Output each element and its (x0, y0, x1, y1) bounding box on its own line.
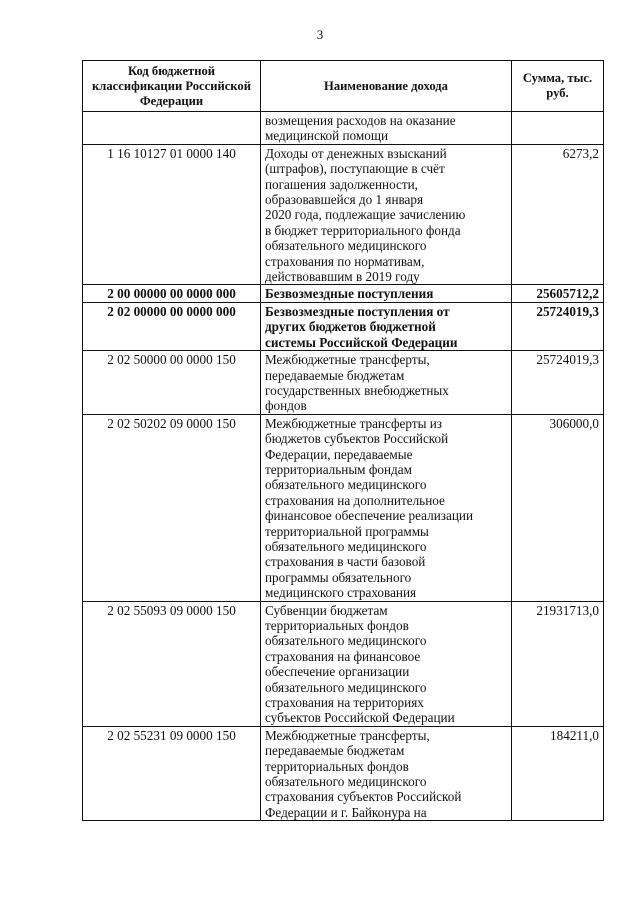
row-name (261, 285, 512, 302)
row-name (261, 351, 512, 415)
row-sum (512, 112, 604, 145)
row-name (261, 112, 512, 145)
table-row (83, 144, 604, 285)
row-name-line: финансовое обеспечение реализации (265, 508, 474, 524)
row-name (261, 302, 512, 350)
row-code: 2 02 50202 09 0000 150 (83, 414, 261, 601)
row-name-line: страхования по нормативам, (265, 253, 425, 269)
row-name-line: страхования на территориях (265, 695, 424, 711)
row-name-line: страхования на дополнительное (265, 492, 445, 508)
row-code: 2 02 55231 09 0000 150 (83, 726, 261, 820)
row-name-line: территориальной программы (265, 523, 429, 539)
row-name-line: страхования на финансовое (265, 648, 421, 664)
row-name-line: Безвозмездные поступления от (265, 303, 450, 319)
row-name-line: обязательного медицинского (265, 477, 427, 493)
row-name-line: обязательного медицинского (265, 679, 427, 695)
row-name-line: обязательного медицинского (265, 633, 427, 649)
row-name-line: территориальных фондов (265, 758, 409, 774)
row-name-line: других бюджетов бюджетной (265, 319, 436, 335)
row-name-line: фондов (265, 398, 307, 414)
row-name-line: погашения задолженности, (265, 176, 418, 192)
row-name-line: Субвенции бюджетам (265, 602, 388, 618)
table-header-row (83, 61, 604, 112)
row-name-line: Межбюджетные трансферты, (265, 727, 430, 743)
row-code: 2 02 00000 00 0000 000 (83, 302, 261, 350)
row-code: 2 00 00000 00 0000 000 (83, 285, 261, 302)
row-name (261, 144, 512, 285)
budget-revenue-table (82, 60, 604, 821)
row-name-line: обязательного медицинского (265, 538, 427, 554)
row-name-line: Федерации и г. Байконура на (265, 804, 427, 820)
table-row (83, 285, 604, 302)
row-name-line: территориальных фондов (265, 618, 409, 633)
row-sum: 25724019,3 (512, 302, 604, 350)
row-name-line: территориальным фондам (265, 461, 412, 477)
table-body (83, 112, 604, 821)
row-name-line: программы обязательного (265, 569, 412, 585)
row-name (261, 414, 512, 601)
table-row (83, 351, 604, 415)
row-sum: 6273,2 (512, 144, 604, 285)
row-code: 2 02 50000 00 0000 150 (83, 351, 261, 415)
row-name-line: 2020 года, подлежащие зачислению (265, 207, 466, 223)
row-name-line: Безвозмездные поступления (265, 286, 434, 302)
row-name-line: субъектов Российской Федерации (265, 710, 455, 726)
row-name-line: передаваемые бюджетам (265, 743, 405, 759)
row-sum: 184211,0 (512, 726, 604, 820)
table-row (83, 112, 604, 145)
row-name-line: медицинской помощи (265, 128, 389, 144)
row-name (261, 601, 512, 726)
row-name-line: в бюджет территориального фонда (265, 222, 461, 238)
row-name-line: Доходы от денежных взысканий (265, 145, 447, 161)
header-sum: Сумма, тыс. руб. (512, 61, 604, 112)
row-name-line: действовавшим в 2019 году (265, 269, 420, 285)
row-sum: 25605712,2 (512, 285, 604, 302)
row-name-line: (штрафов), поступающие в счёт (265, 161, 445, 177)
row-name-line: возмещения расходов на оказание (265, 113, 456, 128)
page-number: 3 (316, 27, 324, 42)
table-row (83, 601, 604, 726)
row-name-line: государственных внебюджетных (265, 382, 449, 398)
row-code: 1 16 10127 01 0000 140 (83, 144, 261, 285)
row-name-line: страхования в части базовой (265, 554, 426, 570)
row-code (83, 112, 261, 145)
row-name-line: Федерации, передаваемые (265, 446, 413, 462)
row-name (261, 726, 512, 820)
row-name-line: бюджетов субъектов Российской (265, 431, 449, 447)
row-name-line: Межбюджетные трансферты, (265, 352, 430, 368)
row-name-line: образовавшейся до 1 января (265, 192, 424, 208)
header-code: Код бюджетной классификации Российской Федерации (83, 61, 261, 112)
header-name: Наименование дохода (261, 61, 512, 112)
table-row (83, 726, 604, 820)
row-name-line: обязательного медицинского (265, 238, 427, 254)
row-name-line: страхования субъектов Российской (265, 789, 462, 805)
row-sum: 21931713,0 (512, 601, 604, 726)
row-name-line: системы Российской Федерации (265, 334, 458, 350)
row-code: 2 02 55093 09 0000 150 (83, 601, 261, 726)
row-name-line: передаваемые бюджетам (265, 367, 405, 383)
row-name-line: обязательного медицинского (265, 774, 427, 790)
table-row (83, 302, 604, 350)
row-name-line: Межбюджетные трансферты из (265, 415, 443, 431)
table-row (83, 414, 604, 601)
row-name-line: обеспечение организации (265, 664, 410, 680)
row-sum: 25724019,3 (512, 351, 604, 415)
row-sum: 306000,0 (512, 414, 604, 601)
row-name-line: медицинского страхования (265, 585, 417, 601)
